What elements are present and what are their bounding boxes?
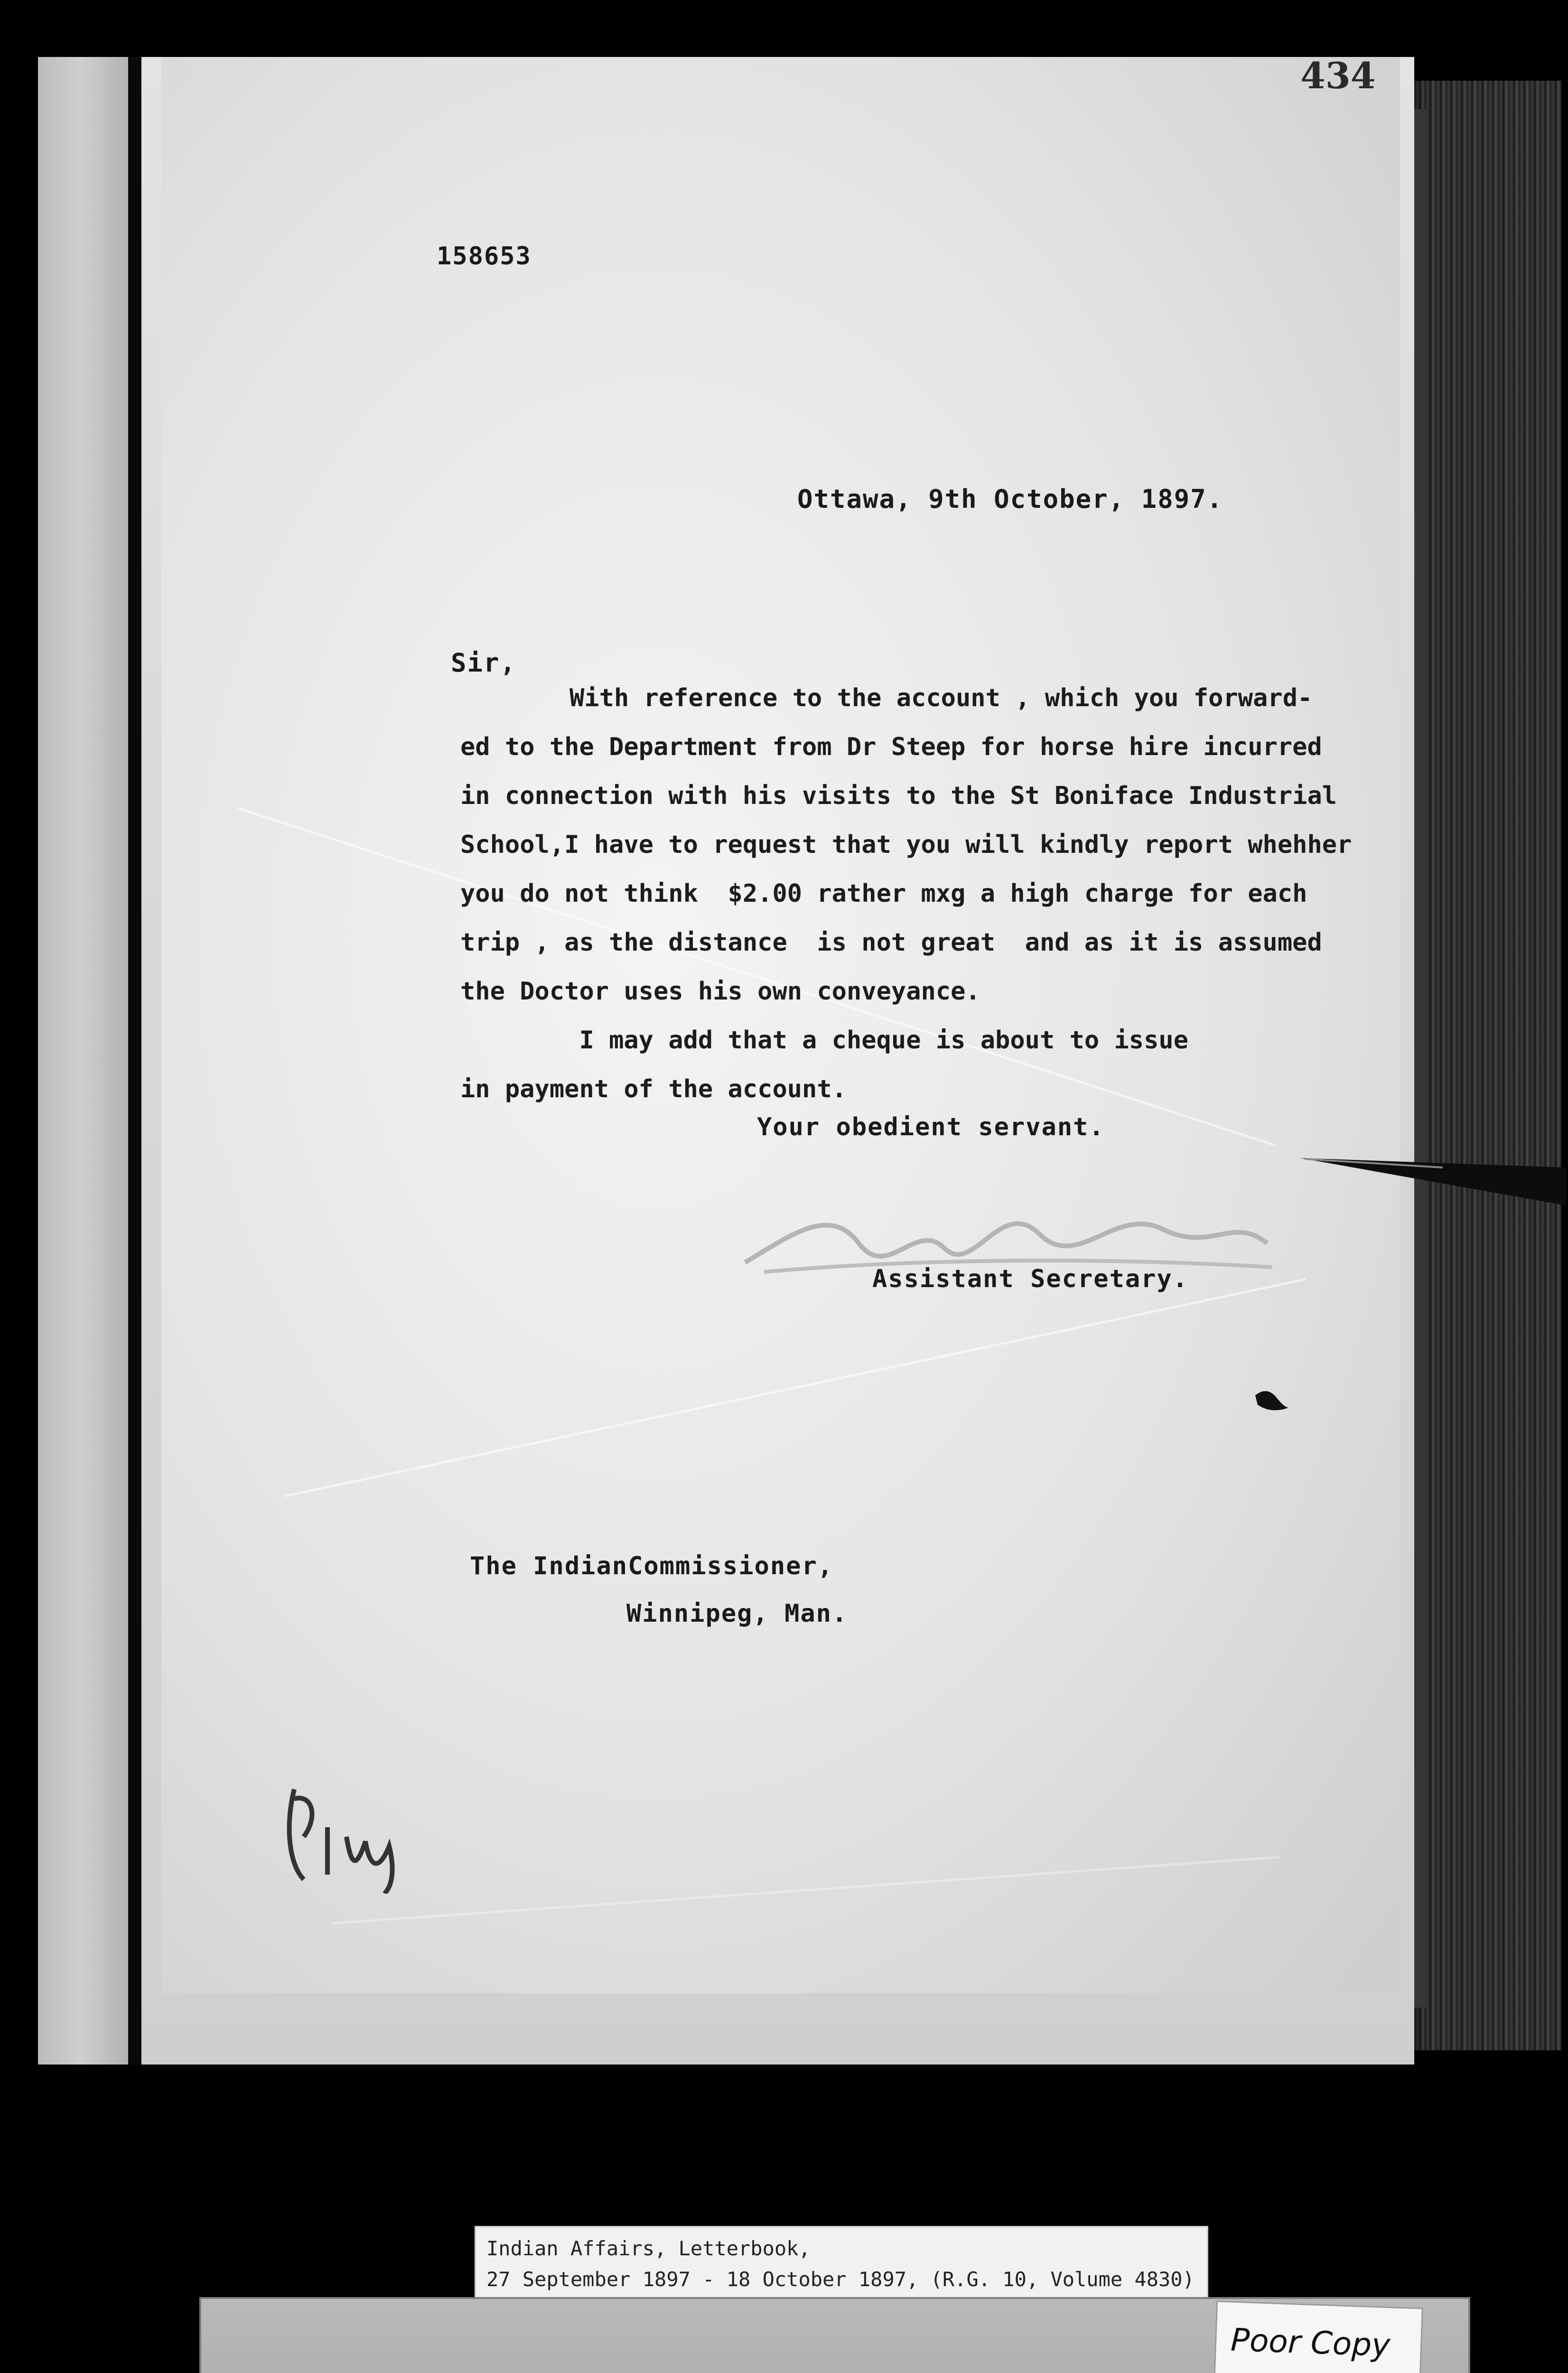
body-line: trip , as the distance is not great and as it is assumed bbox=[460, 928, 1322, 957]
addressee: The IndianCommissioner, bbox=[470, 1552, 834, 1580]
addressee-city: Winnipeg, Man. bbox=[626, 1599, 848, 1628]
body-line: ed to the Department from Dr Steep for horse hire incurred bbox=[460, 733, 1322, 761]
sheet-margin-strip bbox=[38, 57, 133, 2065]
page-number: 434 bbox=[1300, 55, 1376, 97]
ink-blot bbox=[1253, 1386, 1291, 1414]
body-line: in payment of the account. bbox=[460, 1075, 847, 1103]
archive-label-card bbox=[475, 2226, 1208, 2305]
letter-closing: Your obedient servant. bbox=[757, 1113, 1105, 1141]
handwritten-initials bbox=[275, 1770, 418, 1894]
poor-copy-label: Poor Copy bbox=[1230, 2321, 1391, 2364]
salutation: Sir, bbox=[451, 648, 517, 678]
body-line: School,I have to request that you will kindly report whehher bbox=[460, 831, 1352, 859]
signature-title: Assistant Secretary. bbox=[872, 1265, 1189, 1293]
body-line: With reference to the account , which you forward- bbox=[569, 684, 1313, 712]
body-line: you do not think $2.00 rather mxg a high charge for each bbox=[460, 879, 1307, 908]
body-line: in connection with his visits to the St Boniface Industrial bbox=[460, 782, 1337, 810]
binding-line bbox=[128, 57, 141, 2065]
body-line: the Doctor uses his own conveyance. bbox=[460, 977, 980, 1006]
reference-number: 158653 bbox=[437, 242, 532, 271]
pen-nib bbox=[1300, 1149, 1566, 1205]
label-dates: 27 September 1897 - 18 October 1897, (R.G. 10, Volume 4830) bbox=[486, 2268, 1195, 2291]
poor-copy-tag bbox=[1213, 2300, 1423, 2373]
letter-date: Ottawa, 9th October, 1897. bbox=[797, 484, 1223, 514]
label-title: Indian Affairs, Letterbook, bbox=[486, 2237, 811, 2260]
body-line: I may add that a cheque is about to issue bbox=[460, 1026, 1189, 1055]
letter-body bbox=[460, 674, 1352, 1114]
